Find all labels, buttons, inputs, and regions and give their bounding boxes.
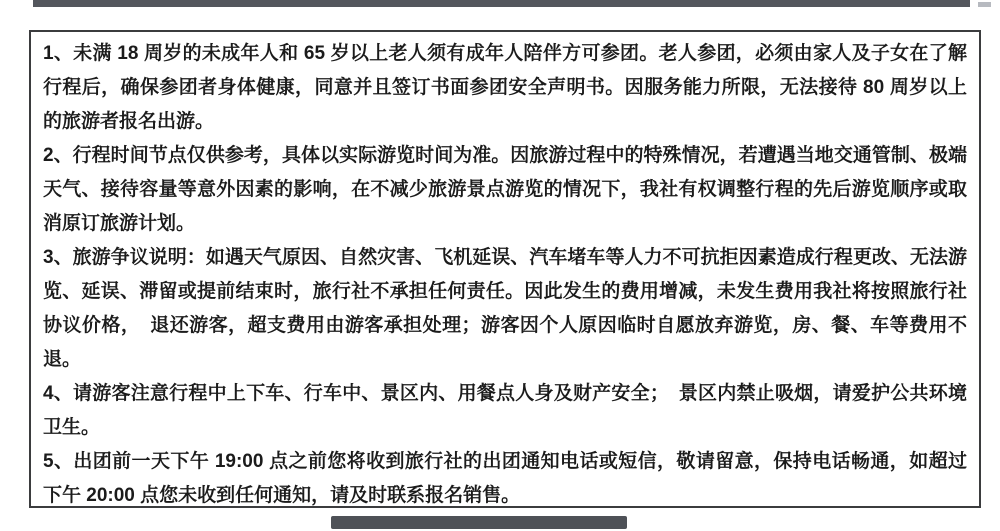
travel-notice-box [29,30,981,508]
top-bar-end-fragment [978,2,991,7]
notice-item-5: 5、出团前一天下午 19:00 点之前您将收到旅行社的出团通知电话或短信，敬请留意，保持电话畅通，如超过下午 20:00 点您未收到任何通知，请及时联系报名销售。 [43,451,967,506]
notice-item-3: 3、旅游争议说明：如遇天气原因、自然灾害、飞机延误、汽车堵车等人力不可抗拒因素造成行程更改、无法游览、延误、滞留或提前结束时，旅行社不承担任何责任。因此发生的费用增减，未发生费用我社将按照旅行社协议价格， 退还游客，超支费用由游客承担处理；游客因个人原因临时自愿放弃游览，房、餐、车等费用不退。 [43,247,967,370]
notice-item-4: 4、请游客注意行程中上下车、行车中、景区内、用餐点人身及财产安全； 景区内禁止吸烟，请爱护公共环境卫生。 [43,383,967,438]
notice-item-2: 2、行程时间节点仅供参考，具体以实际游览时间为准。因旅游过程中的特殊情况，若遭遇当地交通管制、极端天气、接待容量等意外因素的影响，在不减少旅游景点游览的情况下，我社有权调整行程的先后游览顺序或取消原订旅游计划。 [43,145,967,234]
bottom-divider-bar [331,516,627,529]
notice-item-1: 1、未满 18 周岁的未成年人和 65 岁以上老人须有成年人陪伴方可参团。老人参团，必须由家人及子女在了解行程后，确保参团者身体健康，同意并且签订书面参团安全声明书。因服务能力所限，无法接待 80 周岁以上的旅游者报名出游。 [43,43,967,132]
top-divider-bar [33,0,970,7]
